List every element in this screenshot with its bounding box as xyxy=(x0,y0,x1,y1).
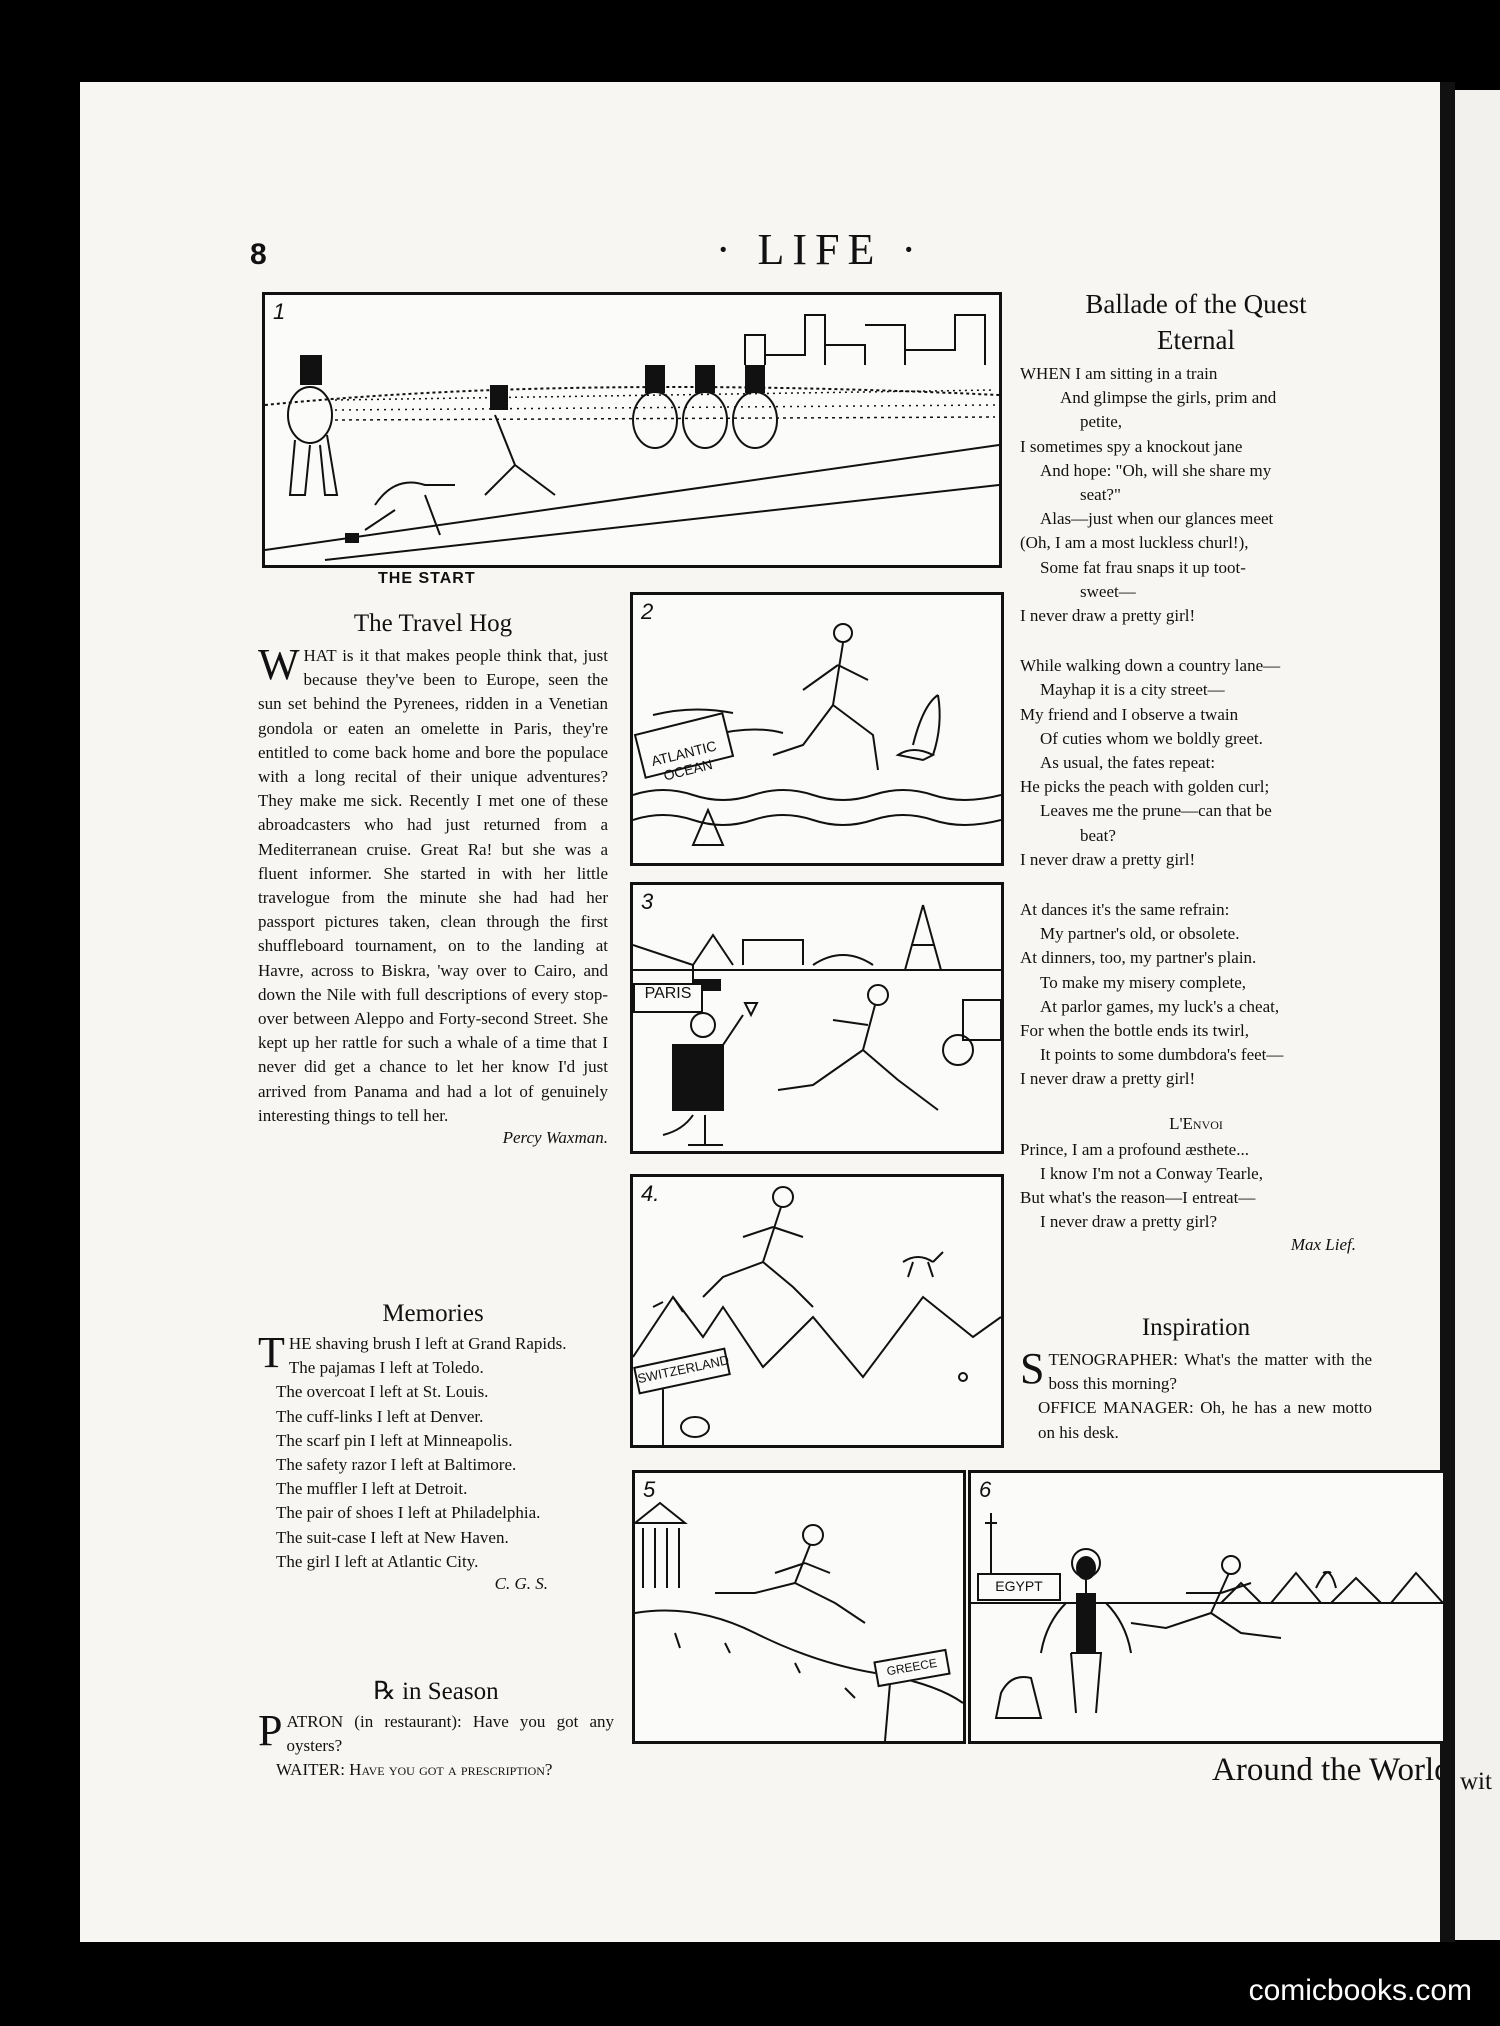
article-title: The Travel Hog xyxy=(353,610,513,637)
dialogue-line: TENOGRAPHER: What's the matter with the boss this morning? xyxy=(1048,1350,1372,1394)
strip-caption: Around the World xyxy=(1212,1752,1451,1788)
drop-cap: P xyxy=(258,1706,283,1755)
atlantic-illustration xyxy=(633,595,1001,863)
poem-line: I never draw a pretty girl? xyxy=(1040,1212,1217,1232)
poem-line: (Oh, I am a most luckless churl!), xyxy=(1020,533,1249,553)
poem-line: The girl I left at Atlantic City. xyxy=(276,1551,479,1571)
egypt-sign: EGYPT xyxy=(977,1573,1061,1601)
panel-number: 1 xyxy=(273,299,286,324)
ballade-poem xyxy=(1020,286,1372,1255)
poem-line: The safety razor I left at Baltimore. xyxy=(276,1455,517,1475)
paris-illustration xyxy=(633,885,1001,1151)
poem-line: But what's the reason—I entreat— xyxy=(1020,1188,1256,1208)
author-signature: Percy Waxman. xyxy=(502,1128,608,1148)
drop-cap: T xyxy=(258,1328,285,1377)
memories-poem xyxy=(258,1300,608,1594)
poem-line: For when the bottle ends its twirl, xyxy=(1020,1021,1250,1041)
poem-line: Mayhap it is a city street— xyxy=(1040,680,1225,700)
poem-line: He picks the peach with golden curl; xyxy=(1020,777,1270,797)
poem-line: I never draw a pretty girl! xyxy=(1020,1069,1196,1089)
stanza-3 xyxy=(1020,898,1372,1092)
panel-paris xyxy=(630,882,1004,1154)
drop-cap: W xyxy=(258,640,300,689)
stanza-1 xyxy=(1020,362,1372,628)
paris-sign: PARIS xyxy=(633,983,703,1013)
greece-sign: GREECE xyxy=(873,1649,950,1687)
masthead: · LIFE · xyxy=(715,225,925,274)
poem-line: The cuff-links I left at Denver. xyxy=(276,1406,484,1426)
envoi-title: L'Envoi xyxy=(1169,1113,1223,1133)
poem-line: At parlor games, my luck's a cheat, xyxy=(1040,996,1280,1016)
switzerland-illustration xyxy=(633,1177,1001,1445)
page-number: 8 xyxy=(250,238,267,271)
panel-switzerland xyxy=(630,1174,1004,1448)
poem-line: I know I'm not a Conway Tearle, xyxy=(1040,1163,1263,1183)
envoi xyxy=(1020,1138,1372,1235)
poem-line: Alas—just when our glances meet xyxy=(1040,509,1274,529)
panel-number: 3 xyxy=(641,889,654,914)
poem-line: I never draw a pretty girl! xyxy=(1020,849,1196,869)
poem-line: I sometimes spy a knockout jane xyxy=(1020,436,1243,456)
panel-number: 2 xyxy=(641,599,654,624)
poem-line: The pajamas I left at Toledo. xyxy=(288,1358,484,1378)
article-title: ℞ in Season xyxy=(373,1678,499,1705)
poem-line: WHEN I am sitting in a train xyxy=(1020,364,1218,383)
panel-number: 6 xyxy=(979,1477,992,1502)
travel-hog-article xyxy=(258,610,608,1148)
poem-line: seat?" xyxy=(1080,485,1121,505)
watermark: comicbooks.com xyxy=(1248,1974,1472,2007)
poem-line: At dances it's the same refrain: xyxy=(1020,900,1230,920)
panel-start xyxy=(262,292,1002,568)
poem-line: I never draw a pretty girl! xyxy=(1020,606,1196,626)
poem-line: The pair of shoes I left at Philadelphia. xyxy=(276,1503,541,1523)
poem-line: And hope: "Oh, will she share my xyxy=(1040,460,1272,480)
poem-line: HE shaving brush I left at Grand Rapids. xyxy=(288,1334,567,1353)
egypt-illustration xyxy=(971,1473,1443,1741)
rx-line-2: WAITER: Have you got a prescription? xyxy=(276,1760,553,1780)
stanza-2 xyxy=(1020,654,1372,872)
sign-label: ATLANTIC OCEAN xyxy=(649,737,719,784)
poem-title: Ballade of the Quest Eternal xyxy=(1085,289,1307,355)
poem-line: The overcoat I left at St. Louis. xyxy=(276,1382,489,1402)
author-signature: C. G. S. xyxy=(494,1574,548,1594)
poem-line: Some fat frau snaps it up toot- xyxy=(1040,557,1246,577)
poem-line: beat? xyxy=(1080,825,1116,845)
panel-caption: THE START xyxy=(378,570,476,587)
poem-line: The suit-case I left at New Haven. xyxy=(276,1527,509,1547)
inspiration-article xyxy=(1020,1314,1372,1445)
next-page-edge xyxy=(1455,90,1500,1940)
panel-egypt xyxy=(968,1470,1446,1744)
next-page-fragment: wit xyxy=(1460,1768,1492,1795)
article-text: HAT is it that makes people think that, just because they've been to Europe, seen the sun set behind the Pyrenees, ridden in a Venetian gondola or eaten an omelette in Paris, they're entitled to come back home and bore the populace with a long recital of their unique adventures? They make me sick. Recently I met one of these abroadcasters who had just returned from a Mediterranean cruise. Great Ra! but she was a fluent informer. She started in with her little travelogue from the minute she had had her passport pictures taken, clean through the first shuffleboard tournament, on to the landing at Havre, across to Biskra, 'way over to Cairo, and down the Nile with full descriptions of every stop-over between Aleppo and Forty-second Street. She kept up her rattle for such a whale of a time that I never did get a chance to let her know I'd just arrived from Panama and had a lot of genuinely interesting things to tell her. xyxy=(258,646,608,1125)
panel-atlantic xyxy=(630,592,1004,866)
poem-lines xyxy=(258,1356,608,1574)
poem-line: My friend and I observe a twain xyxy=(1020,704,1239,724)
poem-line: Prince, I am a profound æsthete... xyxy=(1020,1139,1249,1159)
poem-line: While walking down a country lane— xyxy=(1020,656,1281,676)
greece-illustration xyxy=(635,1473,963,1741)
inspiration-line-2: OFFICE MANAGER: Oh, he has a new motto on his desk. xyxy=(1038,1398,1372,1442)
panel-number: 4. xyxy=(641,1181,660,1206)
dialogue-line: ATRON (in restaurant): Have you got any oysters? xyxy=(286,1712,614,1756)
poem-line: And glimpse the girls, prim and xyxy=(1060,388,1277,408)
poem-line: The muffler I left at Detroit. xyxy=(276,1479,468,1499)
switzerland-sign: SWITZERLAND xyxy=(633,1348,731,1395)
author-signature: Max Lief. xyxy=(1290,1234,1356,1254)
article-title: Inspiration xyxy=(1141,1314,1251,1341)
start-illustration xyxy=(265,295,999,565)
poem-line: It points to some dumbdora's feet— xyxy=(1040,1045,1284,1065)
poem-line: Leaves me the prune—can that be xyxy=(1040,801,1272,821)
poem-line: At dinners, too, my partner's plain. xyxy=(1020,948,1257,968)
poem-line: petite, xyxy=(1080,412,1123,432)
rx-line-1 xyxy=(258,1706,614,1758)
poem-line: Of cuties whom we boldly greet. xyxy=(1040,728,1263,748)
panel-greece xyxy=(632,1470,966,1744)
drop-cap: S xyxy=(1020,1344,1045,1393)
poem-line: sweet— xyxy=(1080,581,1136,601)
poem-line: As usual, the fates repeat: xyxy=(1040,753,1216,773)
article-body xyxy=(258,640,608,1128)
poem-line: To make my misery complete, xyxy=(1040,972,1247,992)
rx-article xyxy=(258,1676,614,1783)
poem-line: The scarf pin I left at Minneapolis. xyxy=(276,1430,513,1450)
panel-number: 5 xyxy=(643,1477,656,1502)
poem-title: Memories xyxy=(382,1300,484,1327)
inspiration-line-1 xyxy=(1020,1344,1372,1396)
poem-line: My partner's old, or obsolete. xyxy=(1040,924,1240,944)
